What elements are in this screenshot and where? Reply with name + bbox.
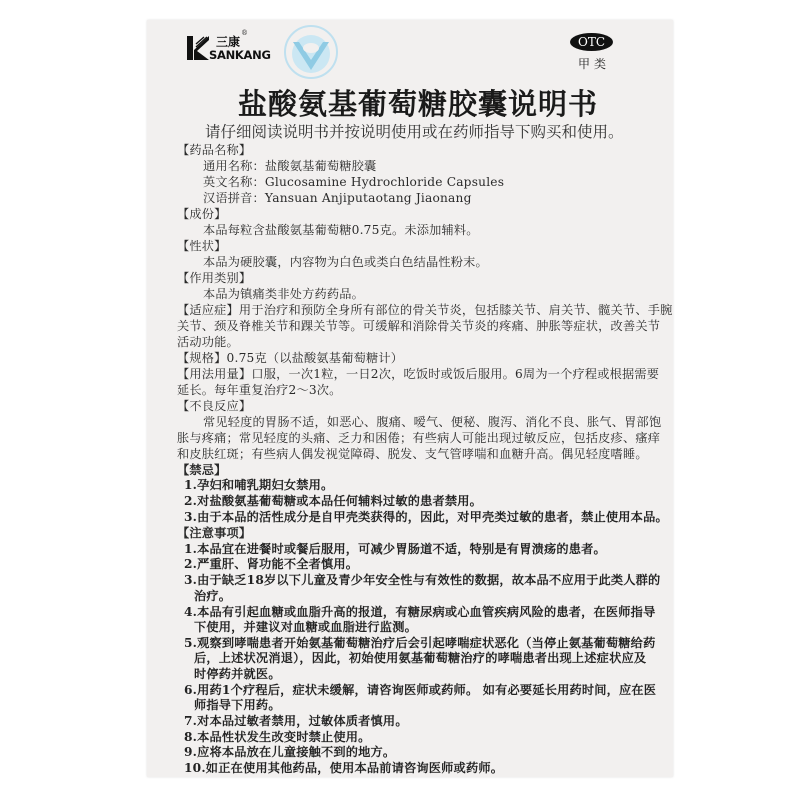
contraindication-item: 2.对盐酸氨基葡萄糖或本品任何辅料过敏的患者禁用。	[184, 494, 483, 508]
contraindication-item: 3.由于本品的活性成分是自甲壳类获得的，因此，对甲壳类过敏的患者，禁止使用本品。	[184, 510, 668, 524]
precaution-line: 6.用药1个疗程后，症状未缓解，请咨询医师或药师。 如有必要延长用药时间，应在医	[184, 683, 657, 697]
section-heading-category: 【作用类别】	[177, 271, 252, 285]
adverse-line: 常见轻度的胃肠不适，如恶心、腹痛、嗳气、便秘、腹泻、消化不良、胀气、胃部饱	[203, 415, 662, 429]
adverse-line: 胀与疼痛；常见轻度的头痛、乏力和困倦；有些病人可能出现过敏反应，包括皮疹、瘙痒	[177, 431, 661, 445]
brand-name-en: SANKANG	[209, 48, 271, 62]
pinyin-name: 汉语拼音：Yansuan Anjiputaotang Jiaonang	[203, 191, 472, 205]
precaution-line: 8.本品性状发生改变时禁止使用。	[184, 730, 371, 744]
description-text: 本品为硬胶囊，内容物为白色或类白色结晶性粉末。	[203, 255, 488, 269]
dosage-line: 延长。每年重复治疗2～3次。	[177, 383, 342, 397]
precaution-line: 4.本品有引起血糖或血脂升高的报道，有糖尿病或心血管疾病风险的患者，在医师指导	[184, 605, 656, 619]
contraindication-item: 1.孕妇和哺乳期妇女禁用。	[184, 478, 334, 492]
precaution-line: 治疗。	[194, 589, 232, 603]
category-text: 本品为镇痛类非处方药药品。	[203, 287, 365, 301]
section-heading-adverse: 【不良反应】	[177, 399, 252, 413]
indications-line: 活动功能。	[177, 335, 239, 349]
section-heading-composition: 【成份】	[177, 207, 227, 221]
precaution-line: 9.应将本品放在儿童接触不到的地方。	[184, 745, 396, 759]
brand-name-cn: 三康	[216, 35, 241, 49]
precaution-line: 3.由于缺乏18岁以下儿童及青少年安全性与有效性的数据，故本品不应用于此类人群的	[184, 573, 661, 587]
section-heading-precautions: 【注意事项】	[177, 526, 252, 540]
otc-badge: OTC	[570, 33, 613, 51]
precaution-line: 时停药并就医。	[194, 667, 281, 681]
english-name: 英文名称：Glucosamine Hydrochloride Capsules	[203, 175, 505, 189]
adverse-line: 和皮肤红斑；有些病人偶发视觉障碍、脱发、支气管哮喘和血糖升高。偶见轻度嗜睡。	[177, 447, 648, 461]
precaution-line: 7.对本品过敏者禁用，过敏体质者慎用。	[184, 714, 408, 728]
precaution-line: 师指导下用药。	[194, 698, 281, 712]
otc-emblem-icon	[283, 24, 339, 80]
composition-text: 本品每粒含盐酸氨基葡萄糖0.75克。未添加辅料。	[203, 223, 479, 237]
section-heading-name: 【药品名称】	[177, 143, 252, 157]
precaution-line: 10.如正在使用其他药品，使用本品前请咨询医师或药师。	[184, 761, 504, 775]
registered-mark: ®	[241, 29, 248, 37]
generic-name: 通用名称：盐酸氨基葡萄糖胶囊	[203, 159, 377, 173]
section-heading-description: 【性状】	[177, 239, 227, 253]
indications-line: 【适应症】用于治疗和预防全身所有部位的骨关节炎，包括膝关节、肩关节、髋关节、手腕	[177, 303, 673, 317]
precaution-line: 1.本品宜在进餐时或餐后服用，可减少胃肠道不适，特别是有胃溃疡的患者。	[184, 542, 606, 556]
document-subtitle: 请仔细阅读说明书并按说明使用或在药师指导下购买和使用。	[205, 123, 624, 141]
precaution-line: 2.严重肝、肾功能不全者慎用。	[184, 557, 359, 571]
sankang-logo-icon	[187, 36, 209, 60]
precaution-line: 下使用，并建议对血糖或血脂进行监测。	[194, 620, 417, 634]
spec-text: 【规格】0.75克（以盐酸氨基葡萄糖计）	[177, 351, 404, 365]
otc-class-label: 甲类	[578, 57, 611, 71]
section-heading-contraindications: 【禁忌】	[177, 463, 227, 477]
dosage-line: 【用法用量】口服，一次1粒，一日2次，吃饭时或饭后服用。6周为一个疗程或根据需要	[177, 367, 660, 381]
precaution-line: 5.观察到哮喘患者开始氨基葡萄糖治疗后会引起哮喘症状恶化（当停止氨基葡萄糖给药	[184, 636, 656, 650]
document-title: 盐酸氨基葡萄糖胶囊说明书	[238, 87, 599, 121]
precaution-line: 后，上述状况消退），因此，初始使用氨基葡萄糖治疗的哮喘患者出现上述症状应及	[194, 651, 647, 665]
indications-line: 关节、颈及脊椎关节和踝关节等。可缓解和消除骨关节炎的疼痛、肿胀等症状，改善关节	[177, 319, 661, 333]
